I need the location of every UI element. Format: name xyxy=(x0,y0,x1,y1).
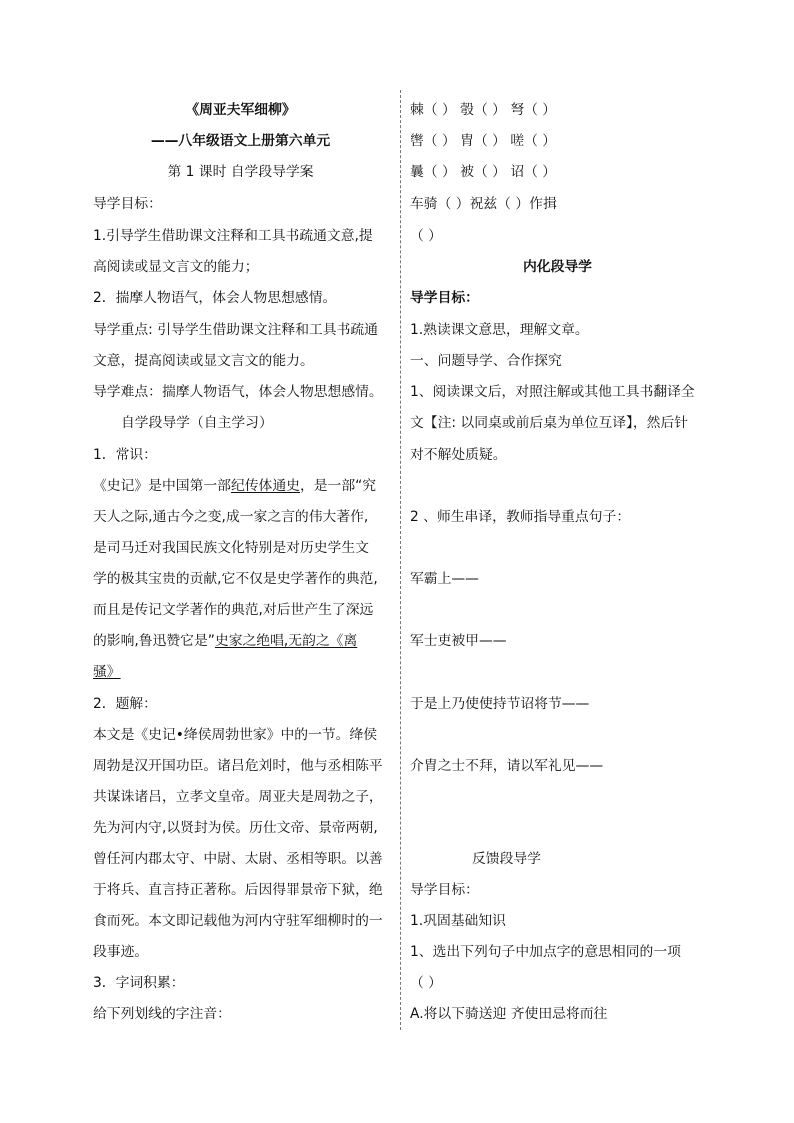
self-study-heading: 自学段导学（自主学习） xyxy=(121,415,273,431)
knowledge-line-7 xyxy=(93,662,121,682)
goal-heading: 导学目标： xyxy=(93,196,162,212)
knowledge-text: ，是一部“究 xyxy=(299,478,377,494)
pinyin-row-1: 棘（ ） 彀（ ） 弩（ ） xyxy=(410,102,557,118)
pinyin-row-3: 曩（ ） 被（ ） 诏（ ） xyxy=(410,164,557,180)
knowledge-line-1 xyxy=(93,476,376,496)
underlined-quote: 史家之绝唱,无韵之《离 xyxy=(214,633,358,649)
key-point-line-2: 文意，提高阅读或显文言文的能力。 xyxy=(93,353,314,369)
explain-line-6: 于将兵、直言持正著称。后因得罪景帝下狱，绝 xyxy=(93,882,383,898)
question-1-line-1: 1、阅读课文后，对照注解或其他工具书翻译全 xyxy=(410,384,695,400)
explain-line-7: 食而死。本文即记载他为河内守驻军细柳时的一 xyxy=(93,913,383,929)
feedback-goal-heading: 导学目标： xyxy=(410,882,479,898)
column-divider xyxy=(400,90,401,1030)
underlined-term: 纪传体通史 xyxy=(230,478,300,494)
underlined-quote: 骚》 xyxy=(93,664,121,680)
sentence-4: 介胄之士不拜，请以军礼见—— xyxy=(410,758,604,774)
explain-line-4: 先为河内守,以贤封为侯。历仕文帝、景帝两朝, xyxy=(93,820,378,836)
exercise-1-answer-blank: （ ） xyxy=(410,975,442,991)
lesson-label: 第 1 课时 自学段导学案 xyxy=(167,164,314,180)
sentence-2: 军士吏被甲—— xyxy=(410,633,507,649)
knowledge-line-3: 是司马迁对我国民族文化特别是对历史学生文 xyxy=(93,540,369,556)
sentence-1: 军霸上—— xyxy=(410,571,479,587)
vocab-heading: 3．字词积累： xyxy=(93,975,185,991)
explain-line-8: 段事迹。 xyxy=(93,944,149,960)
explain-line-2: 周勃是汉开国功臣。诸吕危刘时，他与丞相陈平 xyxy=(93,758,383,774)
knowledge-text: 的影响,鲁迅赞它是” xyxy=(93,633,215,649)
title-explain-heading: 2．题解： xyxy=(93,696,157,712)
knowledge-line-5: 而且是传记文学著作的典范,对后世产生了深远 xyxy=(93,602,374,618)
key-point-line-1: 导学重点: 引导学生借助课文注释和工具书疏通 xyxy=(93,322,378,338)
feedback-heading: 反馈段导学 xyxy=(472,851,541,867)
phonetic-instruction: 给下列划线的字注音： xyxy=(93,1006,231,1022)
knowledge-line-4: 学的极其宝贵的贡献,它不仅是史学著作的典范, xyxy=(93,571,378,587)
doc-title: 《周亚夫军细柳》 xyxy=(185,102,296,118)
question-1-line-3: 对不解处质疑。 xyxy=(410,447,507,463)
explain-line-3: 共谋诛诸吕，立孝文皇帝。周亚夫是周勃之子， xyxy=(93,789,383,805)
explain-line-5: 曾任河内郡太守、中尉、太尉、丞相等职。以善 xyxy=(93,851,383,867)
question-1-line-2: 文【注: 以同桌或前后桌为单位互译】，然后针 xyxy=(410,415,689,431)
exercise-1: 1、选出下列句子中加点字的意思相同的一项 xyxy=(410,944,681,960)
pinyin-row-2: 辔（ ） 胄（ ） 嗟（ ） xyxy=(410,133,557,149)
knowledge-line-6 xyxy=(93,631,357,651)
goal-1-line-1: 1.引导学生借助课文注释和工具书疏通文意,提 xyxy=(93,228,373,244)
question-2: 2 、师生串译，教师指导重点句子： xyxy=(410,509,631,525)
explain-line-1: 本文是《史记•绛侯周勃世家》中的一节。绛侯 xyxy=(93,727,378,743)
exercise-1-option-a: A.将以下骑送迎 齐使田忌将而往 xyxy=(410,1006,608,1022)
internal-heading: 内化段导学 xyxy=(523,259,592,275)
pinyin-row-4: 车骑（ ）祝兹（ ）作揖 xyxy=(410,196,557,212)
internal-goal-heading: 导学目标： xyxy=(410,290,479,306)
sentence-3: 于是上乃使使持节诏将节—— xyxy=(410,696,590,712)
feedback-goal-1: 1.巩固基础知识 xyxy=(410,913,506,929)
goal-1-line-2: 高阅读或显文言文的能力； xyxy=(93,259,259,275)
inquiry-heading: 一、问题导学、合作探究 xyxy=(410,353,562,369)
knowledge-heading: 1．常识： xyxy=(93,447,157,463)
knowledge-line-2: 天人之际,通古今之变,成一家之言的伟大著作, xyxy=(93,509,369,525)
goal-2: 2．揣摩人物语气，体会人物思想感情。 xyxy=(93,290,337,306)
doc-subtitle: ——八年级语文上册第六单元 xyxy=(150,133,331,149)
knowledge-text: 《史记》是中国第一部 xyxy=(93,478,231,494)
pinyin-row-5: （ ） xyxy=(410,228,442,244)
difficulty: 导学难点：揣摩人物语气，体会人物思想感情。 xyxy=(93,384,383,400)
internal-goal-1: 1.熟读课文意思，理解文章。 xyxy=(410,322,589,338)
